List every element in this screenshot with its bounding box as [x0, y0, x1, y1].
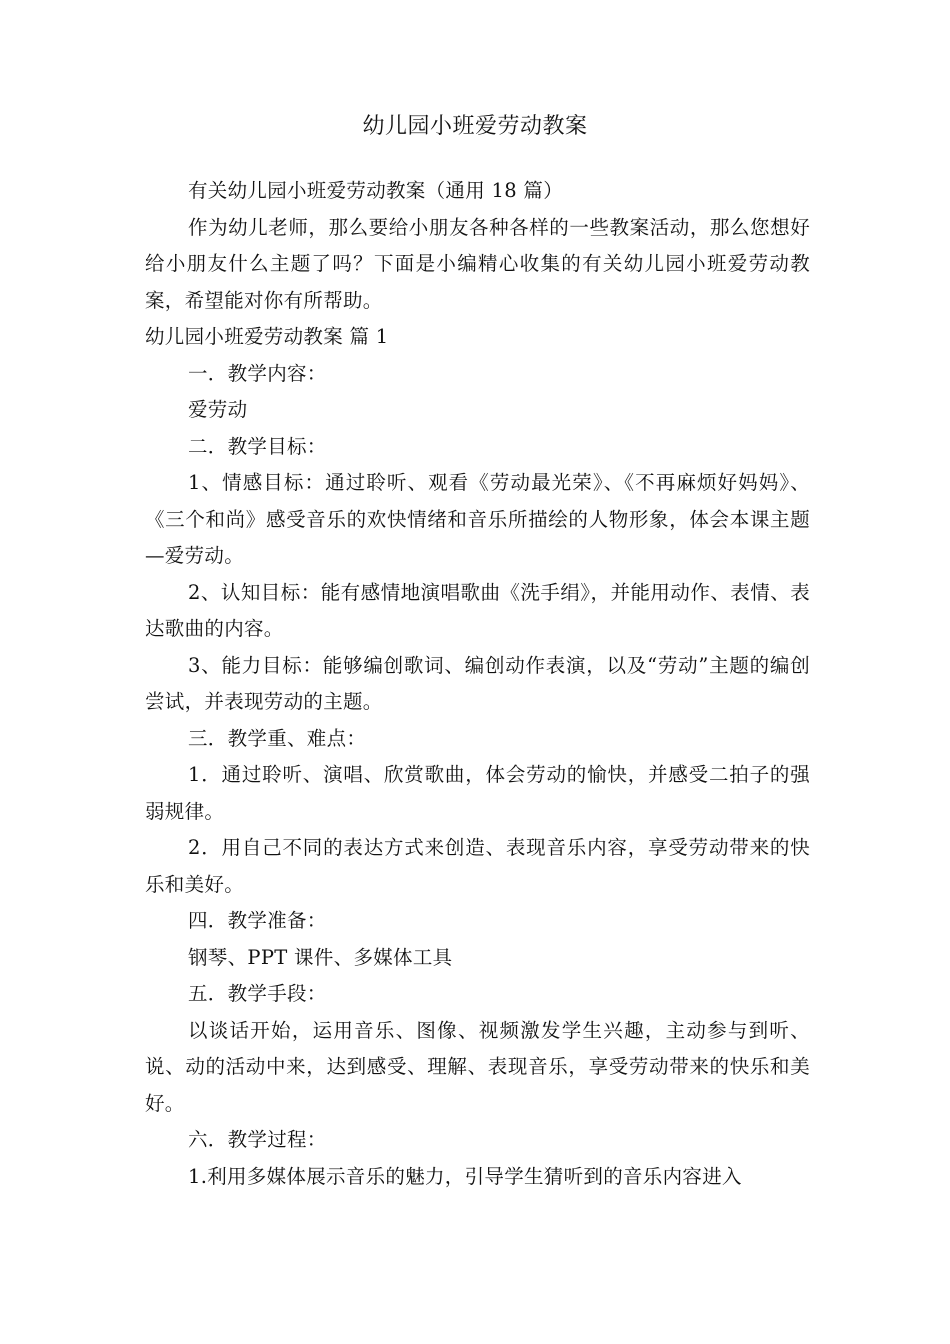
- paragraph: 2．用自己不同的表达方式来创造、表现音乐内容，享受劳动带来的快乐和美好。: [145, 836, 810, 896]
- paragraph: 五．教学手段：: [188, 982, 327, 1005]
- paragraph: 作为幼儿老师，那么要给小朋友各种各样的一些教案活动，那么您想好给小朋友什么主题了吗？下面是小编精心收集的有关幼儿园小班爱劳动教案，希望能对你有所帮助。: [145, 215, 810, 312]
- paragraph: 2、认知目标：能有感情地演唱歌曲《洗手绢》，并能用动作、表情、表达歌曲的内容。: [145, 580, 810, 640]
- paragraph: 四．教学准备：: [188, 909, 327, 932]
- section-heading: 幼儿园小班爱劳动教案 篇 1: [145, 325, 389, 348]
- paragraph: 1．通过聆听、演唱、欣赏歌曲，体会劳动的愉快，并感受二拍子的强弱规律。: [145, 763, 810, 823]
- paragraph: 钢琴、PPT 课件、多媒体工具: [188, 945, 453, 969]
- paragraph: 3、能力目标：能够编创歌词、编创动作表演，以及“劳动”主题的编创尝试，并表现劳动的主题。: [145, 653, 810, 713]
- document-title: 幼儿园小班爱劳动教案: [362, 114, 588, 139]
- paragraph: 1.利用多媒体展示音乐的魅力，引导学生猜听到的音乐内容进入: [188, 1164, 742, 1188]
- paragraph: 三．教学重、难点：: [188, 726, 367, 750]
- paragraph: 有关幼儿园小班爱劳动教案（通用 18 篇）: [188, 179, 564, 202]
- paragraph: 以谈话开始，运用音乐、图像、视频激发学生兴趣，主动参与到听、说、动的活动中来，达到感受、理解、表现音乐，享受劳动带来的快乐和美好。: [145, 1018, 810, 1115]
- document-body: [145, 173, 810, 1195]
- paragraph: 六．教学过程：: [188, 1128, 327, 1151]
- paragraph: 二．教学目标：: [188, 434, 327, 458]
- paragraph: 1、情感目标：通过聆听、观看《劳动最光荣》、《不再麻烦好妈妈》、《三个和尚》感受音乐的欢快情绪和音乐所描绘的人物形象，体会本课主题—爱劳动。: [145, 471, 810, 567]
- paragraph: 一．教学内容：: [188, 361, 327, 385]
- paragraph: 爱劳动: [188, 398, 248, 421]
